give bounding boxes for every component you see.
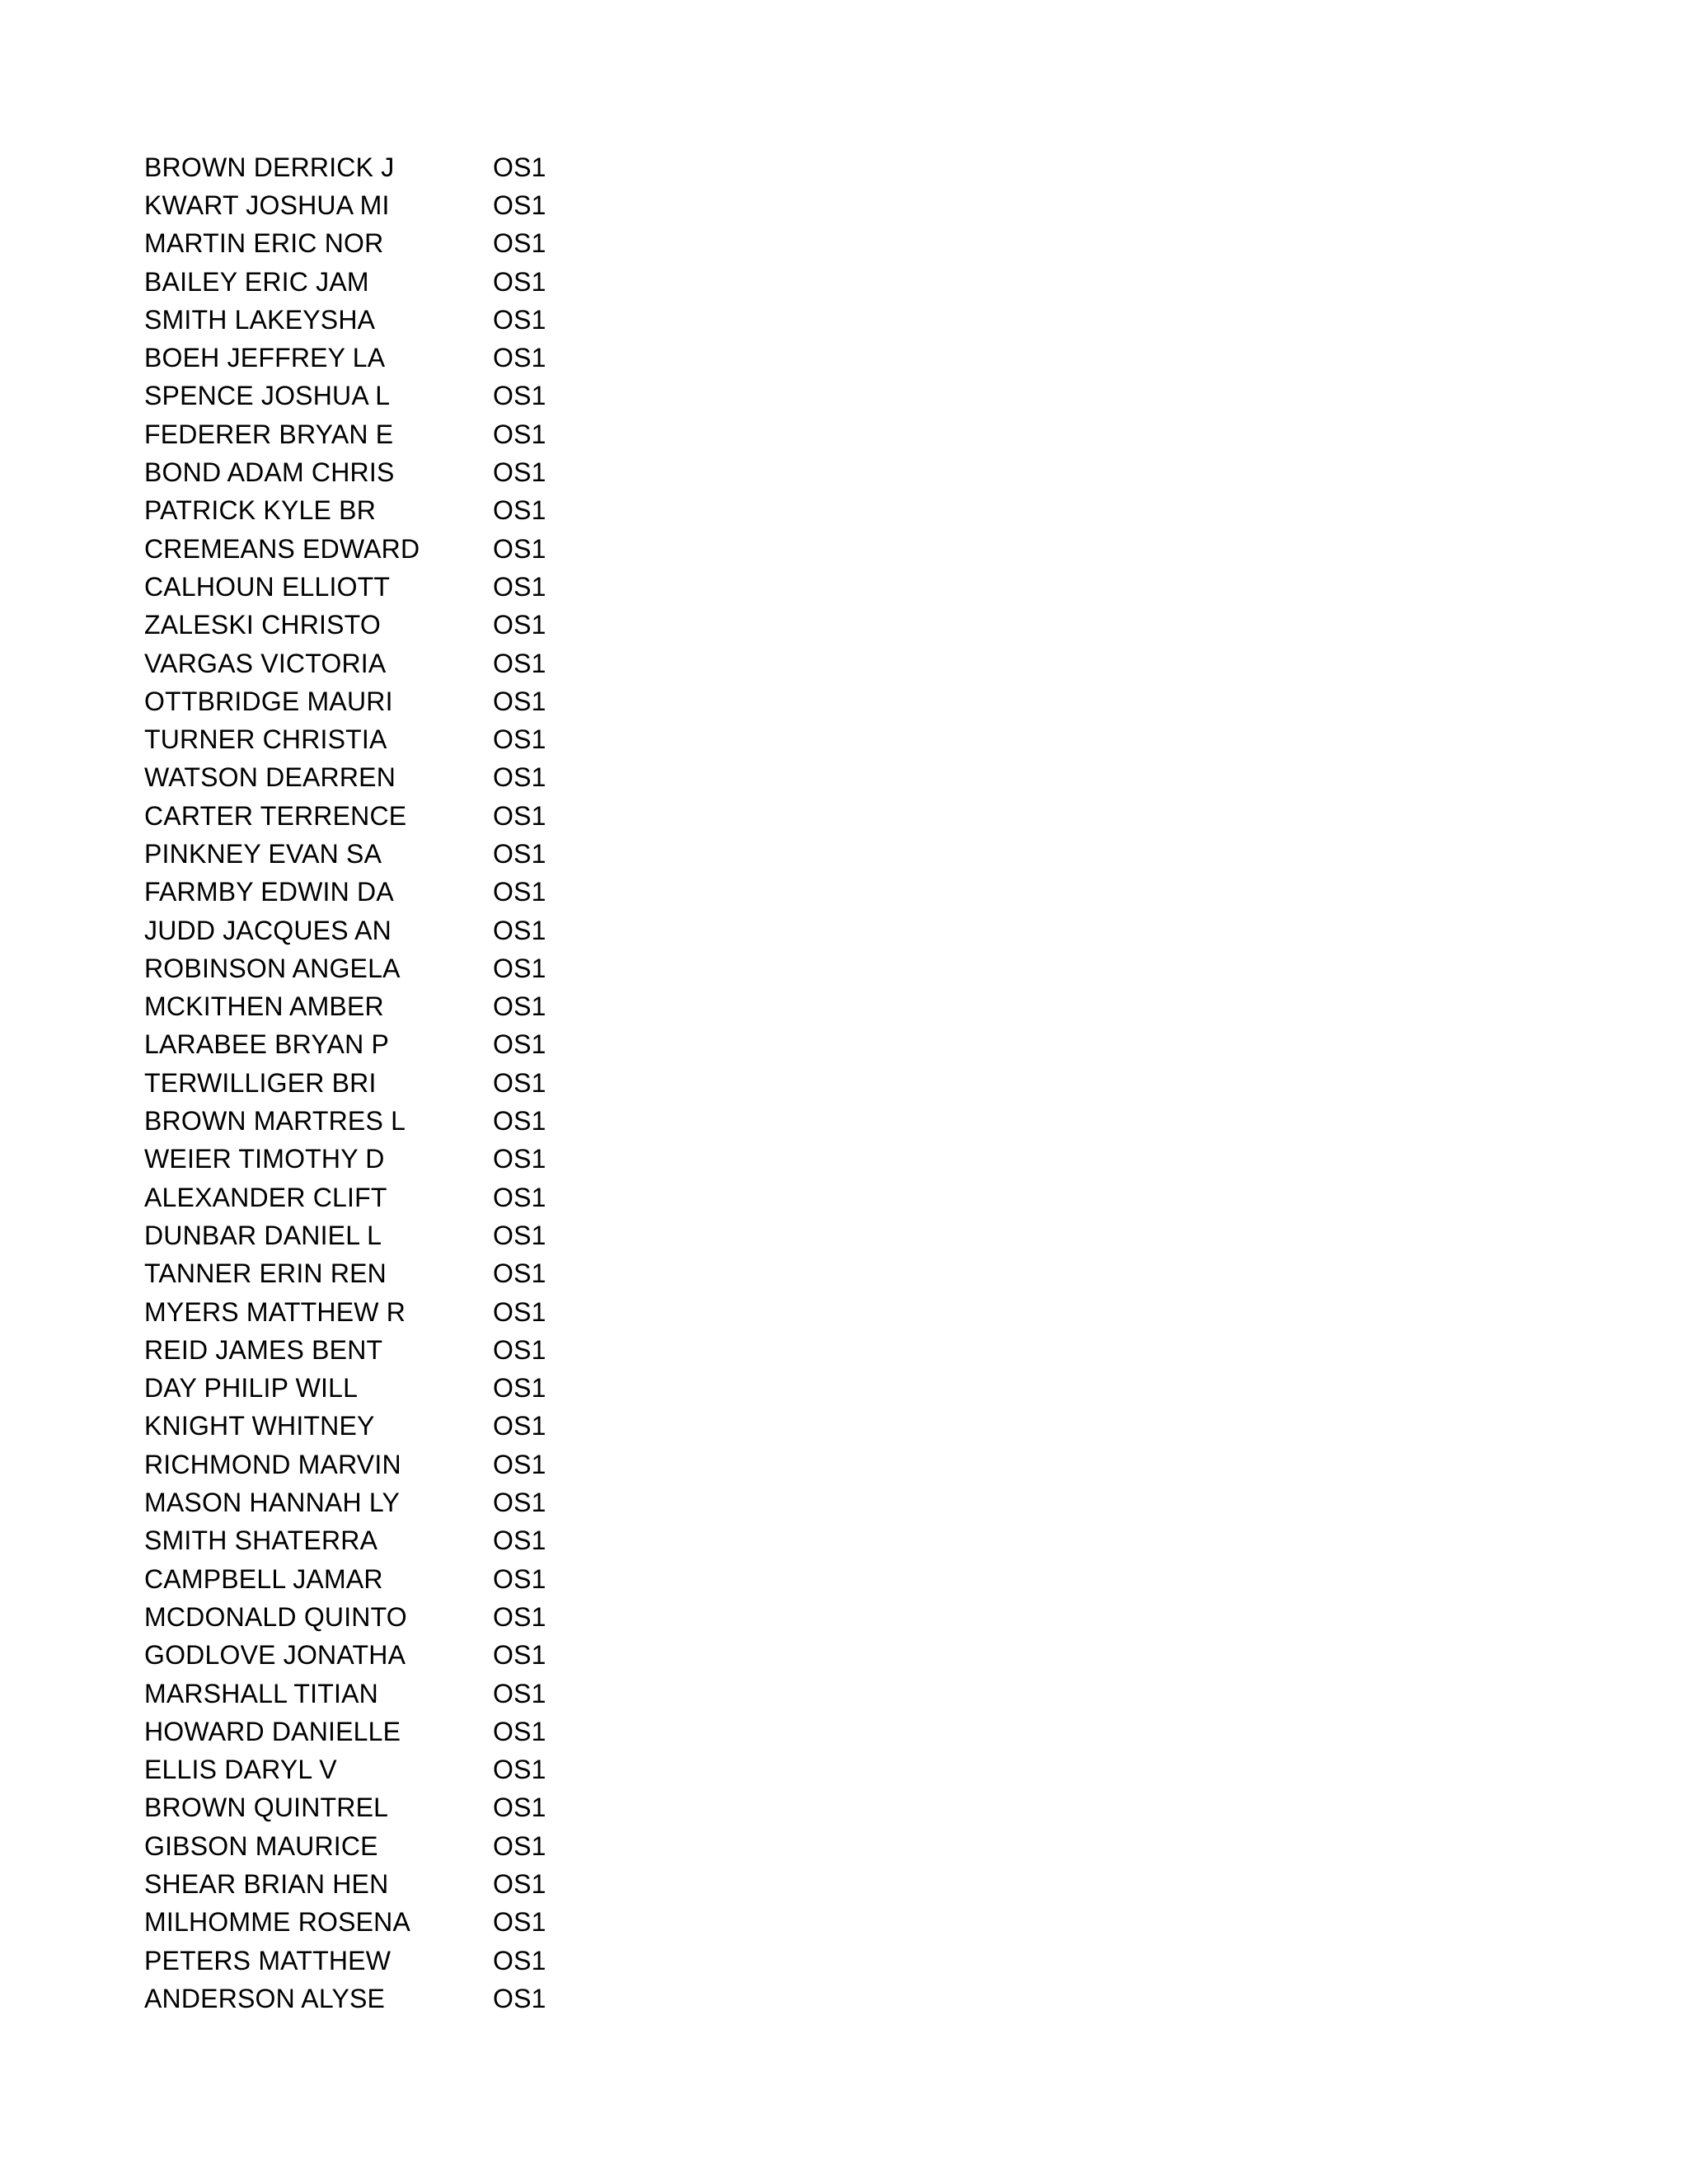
member-name: DUNBAR DANIEL L: [144, 1220, 382, 1250]
member-rate: OS1: [493, 762, 546, 793]
member-rate: OS1: [493, 610, 546, 640]
member-name: MYERS MATTHEW R: [144, 1296, 406, 1327]
member-name: TANNER ERIN REN: [144, 1258, 387, 1289]
member-name: MARTIN ERIC NOR: [144, 228, 384, 259]
member-rate: OS1: [493, 1716, 546, 1746]
member-rate: OS1: [493, 1793, 546, 1823]
roster-row: [144, 835, 559, 873]
roster-row: [144, 492, 559, 530]
roster-row: [144, 1675, 559, 1713]
roster-row: [144, 1141, 559, 1179]
member-rate: OS1: [493, 1601, 546, 1632]
member-name: PETERS MATTHEW: [144, 1945, 392, 1975]
member-rate: OS1: [493, 838, 546, 869]
member-rate: OS1: [493, 991, 546, 1022]
member-rate: OS1: [493, 1029, 546, 1060]
member-name: SMITH SHATERRA: [144, 1526, 378, 1556]
roster-row: [144, 1255, 559, 1293]
roster-row: [144, 1904, 559, 1942]
roster-list: [144, 148, 559, 2018]
member-name: CREMEANS EDWARD: [144, 533, 420, 564]
roster-row: [144, 1942, 559, 1980]
roster-row: [144, 415, 559, 453]
roster-row: [144, 186, 559, 224]
member-rate: OS1: [493, 1526, 546, 1556]
roster-row: [144, 1331, 559, 1369]
roster-row: [144, 949, 559, 987]
member-rate: OS1: [493, 1106, 546, 1137]
roster-row: [144, 1216, 559, 1254]
roster-row: [144, 1064, 559, 1102]
member-rate: OS1: [493, 571, 546, 602]
member-rate: OS1: [493, 1449, 546, 1479]
member-rate: OS1: [493, 800, 546, 831]
member-name: BAILEY ERIC JAM: [144, 266, 369, 297]
member-rate: OS1: [493, 1373, 546, 1404]
roster-row: [144, 1522, 559, 1560]
roster-row: [144, 1827, 559, 1865]
roster-row: [144, 1750, 559, 1788]
member-rate: OS1: [493, 1067, 546, 1098]
roster-row: [144, 988, 559, 1026]
member-rate: OS1: [493, 190, 546, 220]
roster-row: [144, 759, 559, 797]
roster-row: [144, 607, 559, 644]
member-name: DAY PHILIP WILL: [144, 1373, 359, 1404]
member-name: MASON HANNAH LY: [144, 1488, 401, 1518]
member-rate: OS1: [493, 1258, 546, 1289]
member-rate: OS1: [493, 1144, 546, 1174]
member-name: ELLIS DARYL V: [144, 1755, 337, 1785]
roster-row: [144, 1637, 559, 1675]
member-name: CAMPBELL JAMAR: [144, 1563, 383, 1594]
member-name: MARSHALL TITIAN: [144, 1678, 378, 1708]
member-name: WATSON DEARREN: [144, 762, 396, 793]
roster-row: [144, 1370, 559, 1408]
roster-row: [144, 1598, 559, 1636]
roster-row: [144, 1560, 559, 1598]
member-rate: OS1: [493, 343, 546, 373]
member-name: HOWARD DANIELLE: [144, 1716, 401, 1746]
member-rate: OS1: [493, 381, 546, 411]
member-name: MCKITHEN AMBER: [144, 991, 384, 1022]
member-name: ALEXANDER CLIFT: [144, 1182, 387, 1212]
member-name: PATRICK KYLE BR: [144, 495, 376, 526]
member-rate: OS1: [493, 152, 546, 182]
member-rate: OS1: [493, 1755, 546, 1785]
roster-row: [144, 1865, 559, 1903]
roster-row: [144, 874, 559, 912]
member-rate: OS1: [493, 228, 546, 259]
member-name: ZALESKI CHRISTO: [144, 610, 381, 640]
roster-row: [144, 263, 559, 301]
member-rate: OS1: [493, 915, 546, 945]
roster-row: [144, 1446, 559, 1483]
member-rate: OS1: [493, 1678, 546, 1708]
member-name: BOND ADAM CHRIS: [144, 457, 395, 488]
roster-row: [144, 1026, 559, 1064]
member-name: GODLOVE JONATHA: [144, 1640, 406, 1671]
member-rate: OS1: [493, 533, 546, 564]
member-name: SHEAR BRIAN HEN: [144, 1869, 389, 1899]
roster-row: [144, 339, 559, 377]
member-name: VARGAS VICTORIA: [144, 648, 387, 678]
roster-row: [144, 1179, 559, 1216]
roster-row: [144, 1483, 559, 1521]
member-rate: OS1: [493, 457, 546, 488]
member-name: FEDERER BRYAN E: [144, 419, 394, 449]
member-name: ANDERSON ALYSE: [144, 1983, 386, 2013]
member-rate: OS1: [493, 1907, 546, 1938]
roster-row: [144, 644, 559, 682]
member-name: SPENCE JOSHUA L: [144, 381, 391, 411]
member-name: BOEH JEFFREY LA: [144, 343, 386, 373]
member-name: MILHOMME ROSENA: [144, 1907, 411, 1938]
member-rate: OS1: [493, 953, 546, 983]
member-name: CARTER TERRENCE: [144, 800, 407, 831]
member-rate: OS1: [493, 1830, 546, 1861]
member-rate: OS1: [493, 877, 546, 907]
member-name: KNIGHT WHITNEY: [144, 1411, 375, 1441]
member-name: CALHOUN ELLIOTT: [144, 571, 391, 602]
roster-row: [144, 1102, 559, 1140]
member-rate: OS1: [493, 419, 546, 449]
member-rate: OS1: [493, 1869, 546, 1899]
member-rate: OS1: [493, 1296, 546, 1327]
member-name: SMITH LAKEYSHA: [144, 304, 376, 335]
roster-row: [144, 1293, 559, 1331]
member-name: RICHMOND MARVIN: [144, 1449, 401, 1479]
member-rate: OS1: [493, 1983, 546, 2013]
roster-row: [144, 912, 559, 949]
member-rate: OS1: [493, 1182, 546, 1212]
member-name: TURNER CHRISTIA: [144, 724, 387, 755]
member-name: KWART JOSHUA MI: [144, 190, 390, 220]
member-name: OTTBRIDGE MAURI: [144, 686, 393, 716]
member-rate: OS1: [493, 1488, 546, 1518]
member-name: GIBSON MAURICE: [144, 1830, 378, 1861]
member-name: LARABEE BRYAN P: [144, 1029, 390, 1060]
member-rate: OS1: [493, 304, 546, 335]
member-name: WEIER TIMOTHY D: [144, 1144, 385, 1174]
roster-row: [144, 453, 559, 491]
member-name: BROWN QUINTREL: [144, 1793, 389, 1823]
roster-row: [144, 720, 559, 758]
roster-row: [144, 225, 559, 263]
member-rate: OS1: [493, 724, 546, 755]
roster-row: [144, 530, 559, 568]
roster-row: [144, 148, 559, 186]
member-rate: OS1: [493, 648, 546, 678]
member-name: REID JAMES BENT: [144, 1334, 383, 1365]
member-rate: OS1: [493, 1563, 546, 1594]
roster-row: [144, 301, 559, 339]
member-name: FARMBY EDWIN DA: [144, 877, 394, 907]
roster-row: [144, 1789, 559, 1827]
roster-row: [144, 797, 559, 835]
member-rate: OS1: [493, 686, 546, 716]
member-rate: OS1: [493, 1945, 546, 1975]
roster-row: [144, 1713, 559, 1750]
roster-row: [144, 1980, 559, 2018]
roster-row: [144, 682, 559, 720]
roster-row: [144, 1408, 559, 1446]
member-name: PINKNEY EVAN SA: [144, 838, 382, 869]
member-rate: OS1: [493, 1411, 546, 1441]
member-rate: OS1: [493, 1334, 546, 1365]
member-rate: OS1: [493, 266, 546, 297]
member-name: MCDONALD QUINTO: [144, 1601, 407, 1632]
roster-row: [144, 377, 559, 415]
member-name: BROWN DERRICK J: [144, 152, 395, 182]
member-name: BROWN MARTRES L: [144, 1106, 406, 1137]
member-rate: OS1: [493, 1220, 546, 1250]
member-name: TERWILLIGER BRI: [144, 1067, 377, 1098]
member-name: JUDD JACQUES AN: [144, 915, 392, 945]
roster-row: [144, 568, 559, 606]
member-rate: OS1: [493, 1640, 546, 1671]
member-rate: OS1: [493, 495, 546, 526]
member-name: ROBINSON ANGELA: [144, 953, 401, 983]
